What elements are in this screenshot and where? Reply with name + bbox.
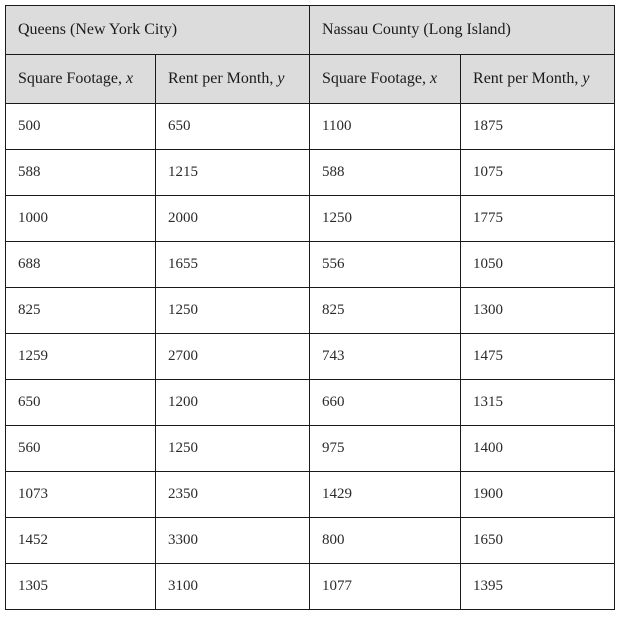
cell-nassau-sqft: 1429 xyxy=(310,472,461,518)
rent-comparison-table xyxy=(5,5,615,610)
table-row xyxy=(6,242,615,288)
cell-queens-sqft: 1305 xyxy=(6,564,156,610)
cell-queens-sqft: 560 xyxy=(6,426,156,472)
cell-nassau-sqft: 556 xyxy=(310,242,461,288)
cell-nassau-sqft: 1100 xyxy=(310,104,461,150)
cell-queens-sqft: 688 xyxy=(6,242,156,288)
table-row xyxy=(6,564,615,610)
cell-queens-rent: 2700 xyxy=(156,334,310,380)
cell-queens-rent: 3100 xyxy=(156,564,310,610)
cell-nassau-sqft: 588 xyxy=(310,150,461,196)
cell-nassau-rent: 1875 xyxy=(461,104,615,150)
cell-queens-sqft: 1000 xyxy=(6,196,156,242)
column-header-queens-rent xyxy=(156,55,310,104)
variable-x: x xyxy=(430,70,438,87)
cell-nassau-rent: 1475 xyxy=(461,334,615,380)
table-row xyxy=(6,518,615,564)
group-header-nassau: Nassau County (Long Island) xyxy=(310,6,615,55)
cell-queens-sqft: 500 xyxy=(6,104,156,150)
column-header-nassau-sqft xyxy=(310,55,461,104)
column-header-row xyxy=(6,55,615,104)
table-row xyxy=(6,334,615,380)
group-header-row xyxy=(6,6,615,55)
cell-queens-rent: 1250 xyxy=(156,426,310,472)
cell-queens-sqft: 588 xyxy=(6,150,156,196)
cell-nassau-rent: 1900 xyxy=(461,472,615,518)
cell-nassau-sqft: 1250 xyxy=(310,196,461,242)
cell-nassau-sqft: 660 xyxy=(310,380,461,426)
cell-queens-rent: 2000 xyxy=(156,196,310,242)
table-row xyxy=(6,472,615,518)
cell-queens-sqft: 1073 xyxy=(6,472,156,518)
cell-nassau-rent: 1400 xyxy=(461,426,615,472)
column-header-label: Square Footage, xyxy=(322,70,430,87)
cell-queens-rent: 1215 xyxy=(156,150,310,196)
column-header-label: Rent per Month, xyxy=(473,70,583,87)
table-row xyxy=(6,196,615,242)
cell-nassau-sqft: 743 xyxy=(310,334,461,380)
cell-queens-rent: 650 xyxy=(156,104,310,150)
cell-queens-sqft: 1259 xyxy=(6,334,156,380)
column-header-label: Rent per Month, xyxy=(168,70,278,87)
cell-queens-sqft: 825 xyxy=(6,288,156,334)
table-row xyxy=(6,150,615,196)
column-header-queens-sqft xyxy=(6,55,156,104)
cell-queens-rent: 2350 xyxy=(156,472,310,518)
table-row xyxy=(6,380,615,426)
cell-nassau-sqft: 1077 xyxy=(310,564,461,610)
variable-y: y xyxy=(582,70,590,87)
table-row xyxy=(6,288,615,334)
cell-nassau-rent: 1300 xyxy=(461,288,615,334)
cell-nassau-rent: 1650 xyxy=(461,518,615,564)
cell-nassau-sqft: 825 xyxy=(310,288,461,334)
cell-nassau-rent: 1050 xyxy=(461,242,615,288)
column-header-nassau-rent xyxy=(461,55,615,104)
group-header-queens: Queens (New York City) xyxy=(6,6,310,55)
column-header-label: Square Footage, xyxy=(18,70,126,87)
cell-queens-sqft: 650 xyxy=(6,380,156,426)
cell-nassau-sqft: 800 xyxy=(310,518,461,564)
cell-queens-rent: 1200 xyxy=(156,380,310,426)
table-row xyxy=(6,104,615,150)
cell-queens-rent: 1655 xyxy=(156,242,310,288)
cell-nassau-rent: 1315 xyxy=(461,380,615,426)
cell-nassau-rent: 1775 xyxy=(461,196,615,242)
variable-y: y xyxy=(277,70,285,87)
variable-x: x xyxy=(125,70,134,87)
table-container xyxy=(5,5,615,610)
cell-nassau-rent: 1075 xyxy=(461,150,615,196)
cell-queens-rent: 1250 xyxy=(156,288,310,334)
cell-queens-rent: 3300 xyxy=(156,518,310,564)
cell-nassau-rent: 1395 xyxy=(461,564,615,610)
cell-nassau-sqft: 975 xyxy=(310,426,461,472)
cell-queens-sqft: 1452 xyxy=(6,518,156,564)
table-row xyxy=(6,426,615,472)
